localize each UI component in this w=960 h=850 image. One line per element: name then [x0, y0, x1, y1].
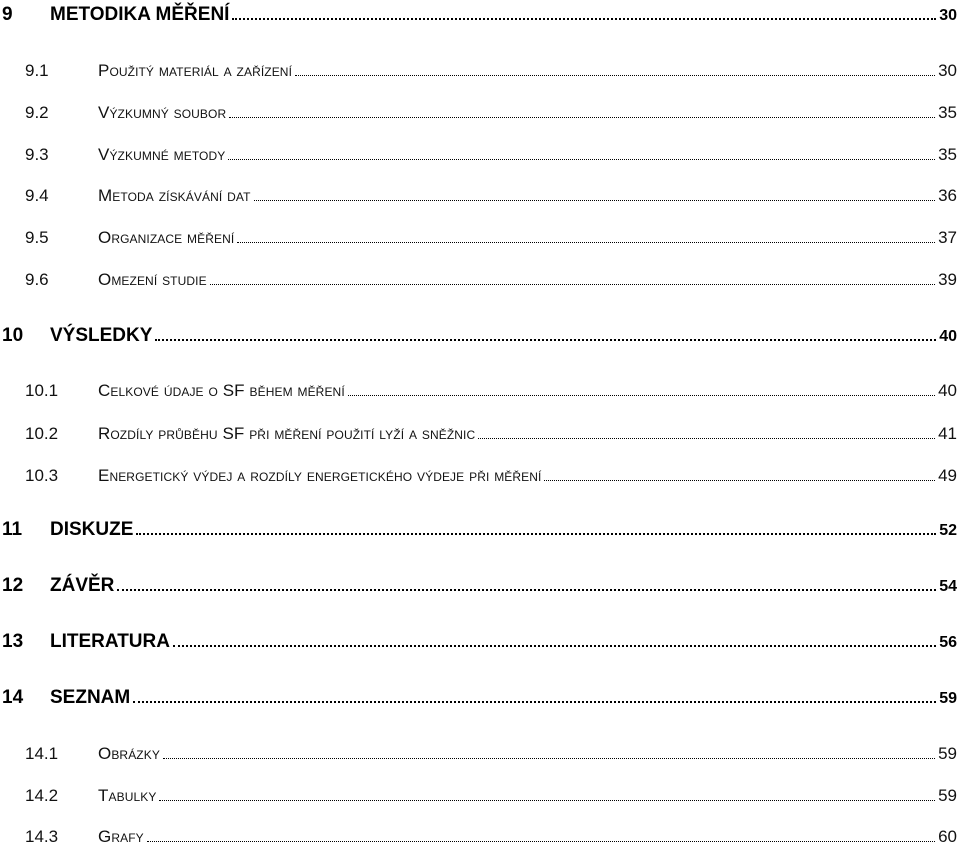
toc-entry-page: 59 [939, 690, 957, 707]
toc-entry-section-9-5[interactable] [0, 229, 960, 246]
toc-entry-section-14-3[interactable] [0, 828, 960, 845]
toc-entry-number: 9.1 [25, 61, 49, 80]
toc-entry-page: 35 [938, 145, 957, 164]
toc-entry-page: 41 [938, 424, 957, 443]
toc-entry-number: 9.3 [25, 145, 49, 164]
toc-entry-section-10-2[interactable] [0, 425, 960, 442]
dot-leader [232, 18, 936, 20]
toc-entry-title: ZÁVĚR [50, 575, 115, 596]
toc-entry-number: 10.1 [25, 381, 59, 400]
toc-entry-number: 14.3 [25, 827, 59, 846]
toc-entry-chapter-9[interactable] [0, 5, 960, 24]
toc-entry-title: DISKUZE [50, 519, 134, 540]
toc-entry-section-9-3[interactable] [0, 146, 960, 163]
toc-entry-chapter-12[interactable] [0, 576, 960, 595]
dot-leader [348, 395, 935, 396]
toc-entry-number: 14.1 [25, 744, 59, 763]
toc-entry-title: Obrázky [98, 744, 160, 763]
toc-entry-title: Metoda získávání dat [98, 186, 251, 205]
dot-leader [163, 758, 935, 759]
toc-entry-page: 60 [938, 827, 957, 846]
dot-leader [133, 701, 936, 703]
dot-leader [544, 480, 935, 481]
toc-entry-section-14-1[interactable] [0, 745, 960, 762]
toc-entry-page: 30 [938, 61, 957, 80]
toc-entry-page: 35 [938, 103, 957, 122]
toc-entry-page: 36 [938, 186, 957, 205]
dot-leader [136, 533, 936, 535]
toc-entry-page: 40 [938, 381, 957, 400]
toc-entry-number: 9.6 [25, 270, 49, 289]
toc-entry-page: 49 [938, 466, 957, 485]
toc-entry-title: Rozdíly průběhu SF při měření použití lyží a sněžnic [98, 424, 476, 443]
toc-entry-number: 9.4 [25, 186, 49, 205]
dot-leader [237, 242, 935, 243]
toc-entry-number: 10.2 [25, 424, 59, 443]
toc-entry-section-9-2[interactable] [0, 104, 960, 121]
dot-leader [210, 284, 935, 285]
dot-leader [254, 200, 936, 201]
toc-entry-page: 54 [939, 578, 957, 595]
toc-entry-number: 10.3 [25, 466, 59, 485]
toc-entry-page: 30 [939, 7, 957, 24]
toc-entry-number: 9 [2, 4, 13, 25]
dot-leader [229, 117, 935, 118]
toc-entry-number: 12 [2, 575, 24, 596]
toc-entry-number: 11 [2, 519, 23, 540]
toc-entry-title: Tabulky [98, 786, 157, 805]
toc-entry-page: 59 [938, 786, 957, 805]
toc-entry-section-9-1[interactable] [0, 62, 960, 79]
toc-entry-section-9-4[interactable] [0, 187, 960, 204]
toc-entry-page: 56 [939, 634, 957, 651]
toc-entry-title: Energetický výdej a rozdíly energetického výdeje při měření [98, 466, 542, 485]
toc-entry-number: 14 [2, 687, 24, 708]
toc-entry-section-14-2[interactable] [0, 787, 960, 804]
dot-leader [478, 438, 935, 439]
toc-entry-number: 9.2 [25, 103, 49, 122]
toc-entry-number: 10 [2, 325, 24, 346]
toc-entry-title: Omezení studie [98, 270, 207, 289]
toc-entry-title: Výzkumný soubor [98, 103, 227, 122]
toc-entry-title: SEZNAM [50, 687, 131, 708]
toc-entry-number: 14.2 [25, 786, 59, 805]
toc-entry-title: VÝSLEDKY [50, 325, 153, 346]
toc-entry-chapter-14[interactable] [0, 688, 960, 707]
toc-entry-page: 37 [938, 228, 957, 247]
toc-entry-title: LITERATURA [50, 631, 170, 652]
dot-leader [159, 800, 935, 801]
dot-leader [155, 339, 936, 341]
dot-leader [147, 841, 935, 842]
toc-entry-title: METODIKA MĚŘENÍ [50, 4, 230, 25]
dot-leader [173, 645, 936, 647]
toc-entry-section-9-6[interactable] [0, 271, 960, 288]
toc-entry-number: 9.5 [25, 228, 49, 247]
toc-entry-title: Celkové údaje o SF během měření [98, 381, 345, 400]
toc-entry-page: 39 [938, 270, 957, 289]
toc-entry-title: Použitý materiál a zařízení [98, 61, 292, 80]
toc-entry-chapter-13[interactable] [0, 632, 960, 651]
toc-entry-chapter-10[interactable] [0, 326, 960, 345]
toc-entry-number: 13 [2, 631, 24, 652]
toc-entry-title: Organizace měření [98, 228, 235, 247]
toc-entry-page: 59 [938, 744, 957, 763]
dot-leader [117, 589, 936, 591]
toc-entry-section-10-1[interactable] [0, 382, 960, 399]
dot-leader [228, 159, 935, 160]
toc-entry-page: 40 [939, 328, 957, 345]
toc-entry-title: Grafy [98, 827, 144, 846]
toc-entry-title: Výzkumné metody [98, 145, 226, 164]
toc-entry-page: 52 [939, 522, 957, 539]
toc-entry-chapter-11[interactable] [0, 520, 960, 539]
dot-leader [295, 75, 935, 76]
toc-entry-section-10-3[interactable] [0, 467, 960, 484]
